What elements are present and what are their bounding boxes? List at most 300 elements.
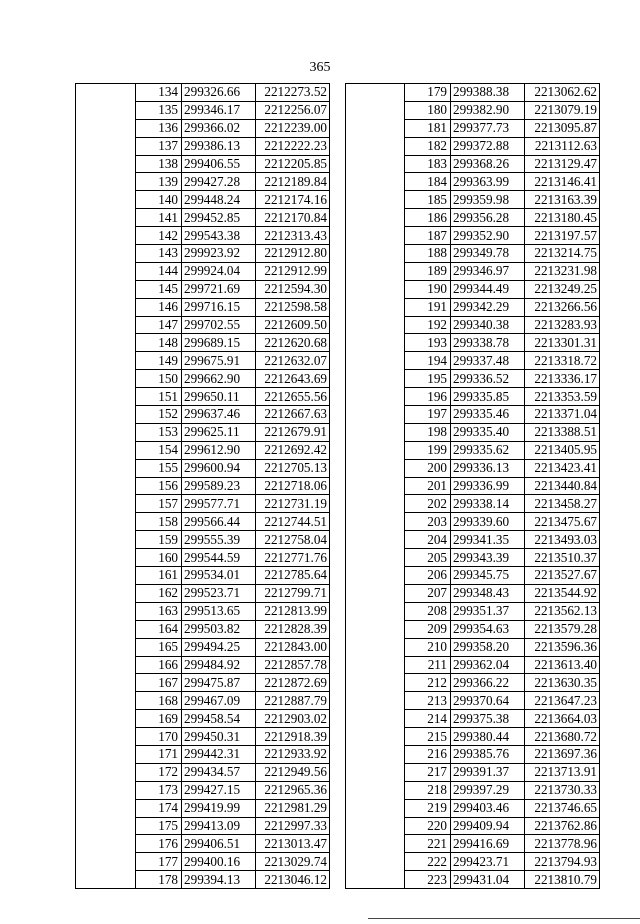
y-coordinate-cell: 2212598.58 — [256, 298, 330, 316]
point-number-cell: 206 — [405, 567, 451, 585]
blank-cell — [346, 334, 405, 352]
x-coordinate-cell: 299382.90 — [451, 101, 525, 119]
y-coordinate-cell: 2212174.16 — [256, 191, 330, 209]
y-coordinate-cell: 2213630.35 — [525, 674, 600, 692]
y-coordinate-cell: 2213544.92 — [525, 584, 600, 602]
blank-cell — [76, 584, 136, 602]
y-coordinate-cell: 2213129.47 — [525, 155, 600, 173]
table-row — [346, 191, 600, 209]
y-coordinate-cell: 2212189.84 — [256, 173, 330, 191]
y-coordinate-cell: 2212981.29 — [256, 799, 330, 817]
x-coordinate-cell: 299413.09 — [182, 817, 256, 835]
blank-cell — [346, 549, 405, 567]
blank-cell — [76, 763, 136, 781]
blank-cell — [76, 406, 136, 424]
x-coordinate-cell: 299566.44 — [182, 513, 256, 531]
point-number-cell: 156 — [136, 477, 182, 495]
blank-cell — [76, 423, 136, 441]
table-row — [346, 584, 600, 602]
table-row — [76, 155, 330, 173]
point-number-cell: 146 — [136, 298, 182, 316]
y-coordinate-cell: 2213458.27 — [525, 495, 600, 513]
blank-cell — [346, 745, 405, 763]
coordinate-table-right-body — [346, 84, 600, 889]
y-coordinate-cell: 2212170.84 — [256, 209, 330, 227]
blank-cell — [76, 441, 136, 459]
table-row — [76, 620, 330, 638]
x-coordinate-cell: 299359.98 — [451, 191, 525, 209]
point-number-cell: 221 — [405, 835, 451, 853]
table-row — [346, 423, 600, 441]
table-row — [346, 620, 600, 638]
y-coordinate-cell: 2213266.56 — [525, 298, 600, 316]
x-coordinate-cell: 299338.14 — [451, 495, 525, 513]
blank-cell — [346, 406, 405, 424]
blank-cell — [76, 781, 136, 799]
blank-cell — [76, 799, 136, 817]
y-coordinate-cell: 2212828.39 — [256, 620, 330, 638]
y-coordinate-cell: 2213318.72 — [525, 352, 600, 370]
point-number-cell: 158 — [136, 513, 182, 531]
point-number-cell: 172 — [136, 763, 182, 781]
table-row — [346, 441, 600, 459]
x-coordinate-cell: 299416.69 — [451, 835, 525, 853]
point-number-cell: 163 — [136, 602, 182, 620]
point-number-cell: 207 — [405, 584, 451, 602]
point-number-cell: 194 — [405, 352, 451, 370]
point-number-cell: 183 — [405, 155, 451, 173]
table-row — [76, 513, 330, 531]
blank-cell — [76, 191, 136, 209]
blank-cell — [76, 531, 136, 549]
table-row — [346, 602, 600, 620]
x-coordinate-cell: 299716.15 — [182, 298, 256, 316]
table-row — [76, 101, 330, 119]
blank-cell — [346, 710, 405, 728]
blank-cell — [346, 173, 405, 191]
table-row — [346, 728, 600, 746]
table-row — [346, 316, 600, 334]
y-coordinate-cell: 2213762.86 — [525, 817, 600, 835]
point-number-cell: 150 — [136, 370, 182, 388]
point-number-cell: 154 — [136, 441, 182, 459]
point-number-cell: 218 — [405, 781, 451, 799]
point-number-cell: 196 — [405, 388, 451, 406]
blank-cell — [346, 370, 405, 388]
point-number-cell: 222 — [405, 853, 451, 871]
y-coordinate-cell: 2213197.57 — [525, 227, 600, 245]
table-row — [346, 549, 600, 567]
blank-cell — [346, 388, 405, 406]
y-coordinate-cell: 2212655.56 — [256, 388, 330, 406]
blank-cell — [76, 245, 136, 263]
point-number-cell: 195 — [405, 370, 451, 388]
point-number-cell: 188 — [405, 245, 451, 263]
y-coordinate-cell: 2212632.07 — [256, 352, 330, 370]
point-number-cell: 182 — [405, 137, 451, 155]
blank-cell — [346, 262, 405, 280]
x-coordinate-cell: 299427.15 — [182, 781, 256, 799]
x-coordinate-cell: 299336.52 — [451, 370, 525, 388]
point-number-cell: 167 — [136, 674, 182, 692]
y-coordinate-cell: 2213613.40 — [525, 656, 600, 674]
point-number-cell: 220 — [405, 817, 451, 835]
y-coordinate-cell: 2213249.25 — [525, 280, 600, 298]
point-number-cell: 147 — [136, 316, 182, 334]
x-coordinate-cell: 299358.20 — [451, 638, 525, 656]
blank-cell — [346, 638, 405, 656]
point-number-cell: 211 — [405, 656, 451, 674]
point-number-cell: 191 — [405, 298, 451, 316]
x-coordinate-cell: 299352.90 — [451, 227, 525, 245]
x-coordinate-cell: 299351.37 — [451, 602, 525, 620]
point-number-cell: 205 — [405, 549, 451, 567]
x-coordinate-cell: 299523.71 — [182, 584, 256, 602]
blank-cell — [346, 227, 405, 245]
blank-cell — [76, 656, 136, 674]
point-number-cell: 209 — [405, 620, 451, 638]
table-row — [346, 674, 600, 692]
blank-cell — [76, 298, 136, 316]
point-number-cell: 160 — [136, 549, 182, 567]
x-coordinate-cell: 299349.78 — [451, 245, 525, 263]
x-coordinate-cell: 299600.94 — [182, 459, 256, 477]
y-coordinate-cell: 2212813.99 — [256, 602, 330, 620]
y-coordinate-cell: 2213493.03 — [525, 531, 600, 549]
y-coordinate-cell: 2212758.04 — [256, 531, 330, 549]
table-row — [346, 871, 600, 889]
y-coordinate-cell: 2213353.59 — [525, 388, 600, 406]
x-coordinate-cell: 299403.46 — [451, 799, 525, 817]
table-row — [346, 853, 600, 871]
y-coordinate-cell: 2213231.98 — [525, 262, 600, 280]
table-row — [76, 316, 330, 334]
table-row — [346, 567, 600, 585]
table-row — [76, 352, 330, 370]
blank-cell — [346, 459, 405, 477]
blank-cell — [76, 692, 136, 710]
blank-cell — [76, 280, 136, 298]
x-coordinate-cell: 299406.51 — [182, 835, 256, 853]
y-coordinate-cell: 2213301.31 — [525, 334, 600, 352]
x-coordinate-cell: 299494.25 — [182, 638, 256, 656]
y-coordinate-cell: 2213562.13 — [525, 602, 600, 620]
table-row — [346, 817, 600, 835]
table-row — [346, 531, 600, 549]
x-coordinate-cell: 299394.13 — [182, 871, 256, 889]
point-number-cell: 165 — [136, 638, 182, 656]
y-coordinate-cell: 2213388.51 — [525, 423, 600, 441]
table-row — [76, 674, 330, 692]
x-coordinate-cell: 299924.04 — [182, 262, 256, 280]
blank-cell — [76, 370, 136, 388]
blank-cell — [346, 352, 405, 370]
blank-cell — [76, 84, 136, 102]
table-row — [346, 710, 600, 728]
point-number-cell: 187 — [405, 227, 451, 245]
table-row — [76, 370, 330, 388]
point-number-cell: 145 — [136, 280, 182, 298]
blank-cell — [346, 191, 405, 209]
x-coordinate-cell: 299448.24 — [182, 191, 256, 209]
x-coordinate-cell: 299344.49 — [451, 280, 525, 298]
point-number-cell: 140 — [136, 191, 182, 209]
y-coordinate-cell: 2213163.39 — [525, 191, 600, 209]
x-coordinate-cell: 299335.40 — [451, 423, 525, 441]
point-number-cell: 148 — [136, 334, 182, 352]
blank-cell — [76, 119, 136, 137]
blank-cell — [346, 871, 405, 889]
table-row — [346, 763, 600, 781]
x-coordinate-cell: 299484.92 — [182, 656, 256, 674]
point-number-cell: 134 — [136, 84, 182, 102]
x-coordinate-cell: 299431.04 — [451, 871, 525, 889]
point-number-cell: 155 — [136, 459, 182, 477]
blank-cell — [76, 602, 136, 620]
point-number-cell: 171 — [136, 745, 182, 763]
blank-cell — [346, 781, 405, 799]
blank-cell — [76, 173, 136, 191]
point-number-cell: 152 — [136, 406, 182, 424]
table-row — [346, 477, 600, 495]
blank-cell — [76, 477, 136, 495]
x-coordinate-cell: 299577.71 — [182, 495, 256, 513]
y-coordinate-cell: 2213079.19 — [525, 101, 600, 119]
blank-cell — [346, 567, 405, 585]
table-row — [76, 191, 330, 209]
table-row — [76, 567, 330, 585]
page-number: 365 — [309, 60, 331, 75]
blank-cell — [76, 835, 136, 853]
table-row — [76, 710, 330, 728]
x-coordinate-cell: 299689.15 — [182, 334, 256, 352]
y-coordinate-cell: 2213680.72 — [525, 728, 600, 746]
x-coordinate-cell: 299377.73 — [451, 119, 525, 137]
point-number-cell: 214 — [405, 710, 451, 728]
blank-cell — [346, 137, 405, 155]
y-coordinate-cell: 2212692.42 — [256, 441, 330, 459]
table-row — [346, 370, 600, 388]
x-coordinate-cell: 299503.82 — [182, 620, 256, 638]
table-row — [76, 406, 330, 424]
point-number-cell: 186 — [405, 209, 451, 227]
point-number-cell: 192 — [405, 316, 451, 334]
table-row — [346, 388, 600, 406]
blank-cell — [346, 853, 405, 871]
blank-cell — [346, 620, 405, 638]
point-number-cell: 144 — [136, 262, 182, 280]
point-number-cell: 151 — [136, 388, 182, 406]
point-number-cell: 181 — [405, 119, 451, 137]
point-number-cell: 189 — [405, 262, 451, 280]
x-coordinate-cell: 299346.97 — [451, 262, 525, 280]
blank-cell — [76, 388, 136, 406]
blank-cell — [76, 710, 136, 728]
blank-cell — [346, 441, 405, 459]
x-coordinate-cell: 299406.55 — [182, 155, 256, 173]
x-coordinate-cell: 299434.57 — [182, 763, 256, 781]
point-number-cell: 198 — [405, 423, 451, 441]
y-coordinate-cell: 2212843.00 — [256, 638, 330, 656]
x-coordinate-cell: 299427.28 — [182, 173, 256, 191]
blank-cell — [346, 763, 405, 781]
blank-cell — [76, 817, 136, 835]
x-coordinate-cell: 299336.13 — [451, 459, 525, 477]
x-coordinate-cell: 299467.09 — [182, 692, 256, 710]
table-row — [76, 173, 330, 191]
y-coordinate-cell: 2213336.17 — [525, 370, 600, 388]
x-coordinate-cell: 299612.90 — [182, 441, 256, 459]
blank-cell — [346, 495, 405, 513]
table-row — [76, 638, 330, 656]
blank-cell — [346, 280, 405, 298]
table-row — [346, 638, 600, 656]
point-number-cell: 164 — [136, 620, 182, 638]
y-coordinate-cell: 2212239.00 — [256, 119, 330, 137]
table-row — [76, 835, 330, 853]
y-coordinate-cell: 2213713.91 — [525, 763, 600, 781]
x-coordinate-cell: 299335.62 — [451, 441, 525, 459]
point-number-cell: 166 — [136, 656, 182, 674]
y-coordinate-cell: 2212609.50 — [256, 316, 330, 334]
x-coordinate-cell: 299442.31 — [182, 745, 256, 763]
table-row — [346, 84, 600, 102]
x-coordinate-cell: 299343.39 — [451, 549, 525, 567]
blank-cell — [76, 316, 136, 334]
point-number-cell: 161 — [136, 567, 182, 585]
y-coordinate-cell: 2212620.68 — [256, 334, 330, 352]
y-coordinate-cell: 2213095.87 — [525, 119, 600, 137]
x-coordinate-cell: 299419.99 — [182, 799, 256, 817]
point-number-cell: 210 — [405, 638, 451, 656]
blank-cell — [346, 602, 405, 620]
point-number-cell: 142 — [136, 227, 182, 245]
table-row — [76, 441, 330, 459]
x-coordinate-cell: 299341.35 — [451, 531, 525, 549]
x-coordinate-cell: 299345.75 — [451, 567, 525, 585]
x-coordinate-cell: 299348.43 — [451, 584, 525, 602]
table-row — [346, 227, 600, 245]
table-row — [346, 334, 600, 352]
y-coordinate-cell: 2213664.03 — [525, 710, 600, 728]
blank-cell — [346, 423, 405, 441]
point-number-cell: 138 — [136, 155, 182, 173]
y-coordinate-cell: 2213596.36 — [525, 638, 600, 656]
x-coordinate-cell: 299375.38 — [451, 710, 525, 728]
table-row — [76, 781, 330, 799]
y-coordinate-cell: 2212799.71 — [256, 584, 330, 602]
y-coordinate-cell: 2213371.04 — [525, 406, 600, 424]
table-row — [76, 227, 330, 245]
x-coordinate-cell: 299637.46 — [182, 406, 256, 424]
x-coordinate-cell: 299388.38 — [451, 84, 525, 102]
blank-cell — [346, 84, 405, 102]
blank-cell — [76, 728, 136, 746]
point-number-cell: 215 — [405, 728, 451, 746]
blank-cell — [346, 835, 405, 853]
table-row — [346, 352, 600, 370]
y-coordinate-cell: 2213029.74 — [256, 853, 330, 871]
blank-cell — [76, 262, 136, 280]
x-coordinate-cell: 299625.11 — [182, 423, 256, 441]
x-coordinate-cell: 299338.78 — [451, 334, 525, 352]
point-number-cell: 190 — [405, 280, 451, 298]
y-coordinate-cell: 2213794.93 — [525, 853, 600, 871]
table-row — [76, 423, 330, 441]
blank-cell — [346, 477, 405, 495]
table-row — [76, 245, 330, 263]
point-number-cell: 149 — [136, 352, 182, 370]
blank-cell — [346, 674, 405, 692]
x-coordinate-cell: 299923.92 — [182, 245, 256, 263]
table-row — [346, 406, 600, 424]
point-number-cell: 203 — [405, 513, 451, 531]
y-coordinate-cell: 2212785.64 — [256, 567, 330, 585]
y-coordinate-cell: 2212771.76 — [256, 549, 330, 567]
point-number-cell: 137 — [136, 137, 182, 155]
x-coordinate-cell: 299450.31 — [182, 728, 256, 746]
x-coordinate-cell: 299366.22 — [451, 674, 525, 692]
point-number-cell: 136 — [136, 119, 182, 137]
blank-cell — [346, 584, 405, 602]
y-coordinate-cell: 2212256.07 — [256, 101, 330, 119]
blank-cell — [76, 549, 136, 567]
x-coordinate-cell: 299475.87 — [182, 674, 256, 692]
y-coordinate-cell: 2213730.33 — [525, 781, 600, 799]
y-coordinate-cell: 2213013.47 — [256, 835, 330, 853]
y-coordinate-cell: 2213283.93 — [525, 316, 600, 334]
y-coordinate-cell: 2212222.23 — [256, 137, 330, 155]
table-row — [346, 262, 600, 280]
y-coordinate-cell: 2213440.84 — [525, 477, 600, 495]
point-number-cell: 200 — [405, 459, 451, 477]
x-coordinate-cell: 299380.44 — [451, 728, 525, 746]
y-coordinate-cell: 2213510.37 — [525, 549, 600, 567]
blank-cell — [76, 137, 136, 155]
blank-cell — [346, 101, 405, 119]
table-row — [76, 280, 330, 298]
x-coordinate-cell: 299385.76 — [451, 745, 525, 763]
point-number-cell: 216 — [405, 745, 451, 763]
point-number-cell: 197 — [405, 406, 451, 424]
point-number-cell: 176 — [136, 835, 182, 853]
x-coordinate-cell: 299372.88 — [451, 137, 525, 155]
x-coordinate-cell: 299370.64 — [451, 692, 525, 710]
table-row — [76, 459, 330, 477]
y-coordinate-cell: 2212918.39 — [256, 728, 330, 746]
point-number-cell: 213 — [405, 692, 451, 710]
blank-cell — [346, 298, 405, 316]
x-coordinate-cell: 299423.71 — [451, 853, 525, 871]
x-coordinate-cell: 299386.13 — [182, 137, 256, 155]
blank-cell — [76, 352, 136, 370]
table-row — [346, 101, 600, 119]
table-row — [76, 692, 330, 710]
blank-cell — [346, 728, 405, 746]
x-coordinate-cell: 299721.69 — [182, 280, 256, 298]
table-row — [76, 656, 330, 674]
blank-cell — [76, 227, 136, 245]
table-row — [346, 692, 600, 710]
x-coordinate-cell: 299362.04 — [451, 656, 525, 674]
point-number-cell: 139 — [136, 173, 182, 191]
table-row — [76, 209, 330, 227]
point-number-cell: 141 — [136, 209, 182, 227]
table-row — [76, 871, 330, 889]
blank-cell — [346, 692, 405, 710]
blank-cell — [76, 620, 136, 638]
table-row — [76, 549, 330, 567]
